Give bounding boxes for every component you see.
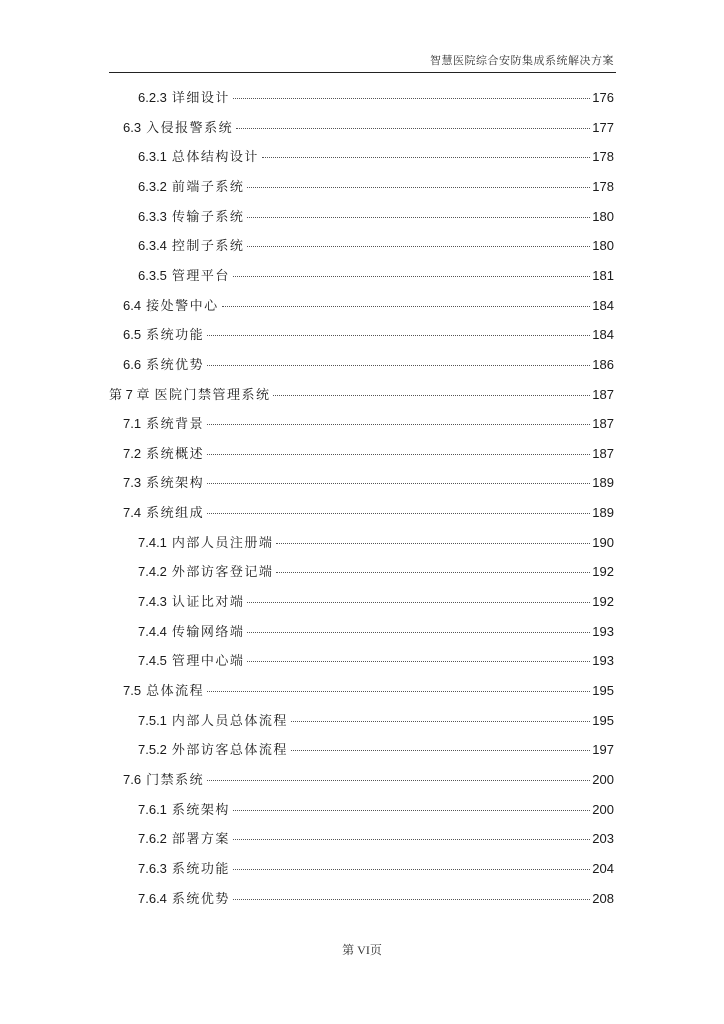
toc-dot-leader <box>222 306 591 307</box>
toc-entry-number: 7.6 <box>123 771 142 787</box>
toc-entry-number: 7.1 <box>123 416 142 432</box>
toc-entry-page: 180 <box>592 238 614 254</box>
toc-entry-page: 208 <box>592 890 614 906</box>
toc-dot-leader <box>207 691 590 692</box>
toc-entry-page: 178 <box>592 149 614 165</box>
toc-entry-title: 系统优势 <box>146 356 205 372</box>
toc-entry-number: 7.6.1 <box>138 801 167 817</box>
toc-entry[interactable] <box>138 622 614 642</box>
header-divider <box>109 72 616 73</box>
toc-entry[interactable] <box>138 562 614 582</box>
toc-entry[interactable] <box>138 207 614 227</box>
toc-entry[interactable] <box>138 800 614 820</box>
toc-entry[interactable] <box>123 414 614 434</box>
toc-entry-title: 内部人员注册端 <box>171 534 274 550</box>
toc-entry-title: 系统优势 <box>171 890 230 906</box>
document-header-title: 智慧医院综合安防集成系统解决方案 <box>430 55 614 67</box>
toc-entry[interactable] <box>138 711 614 731</box>
toc-entry[interactable] <box>123 503 614 523</box>
toc-entry-title: 内部人员总体流程 <box>171 712 288 728</box>
toc-dot-leader <box>233 869 590 870</box>
toc-entry-page: 190 <box>592 534 614 550</box>
toc-entry[interactable] <box>138 651 614 671</box>
toc-entry[interactable] <box>138 889 614 909</box>
toc-entry-title: 系统功能 <box>171 860 230 876</box>
toc-dot-leader <box>247 187 590 188</box>
toc-entry-title: 认证比对端 <box>171 594 245 610</box>
toc-entry-number: 第 7 章 <box>109 386 150 402</box>
toc-entry-number: 6.3.3 <box>138 208 167 224</box>
toc-entry-page: 203 <box>592 831 614 847</box>
toc-entry-title: 传输子系统 <box>171 208 245 224</box>
toc-entry-title: 系统组成 <box>146 505 205 521</box>
toc-entry-number: 7.4.1 <box>138 534 167 550</box>
toc-entry-number: 6.6 <box>123 356 142 372</box>
toc-entry-title: 系统架构 <box>146 475 205 491</box>
toc-entry-title: 入侵报警系统 <box>146 119 234 135</box>
toc-dot-leader <box>233 839 590 840</box>
toc-entry-number: 7.5.2 <box>138 742 167 758</box>
toc-entry-title: 管理平台 <box>171 267 230 283</box>
toc-entry-title: 门禁系统 <box>146 771 205 787</box>
toc-entry-number: 6.3.5 <box>138 267 167 283</box>
toc-entry[interactable] <box>138 236 614 256</box>
toc-dot-leader <box>207 454 590 455</box>
toc-dot-leader <box>291 750 590 751</box>
toc-dot-leader <box>291 721 590 722</box>
toc-entry[interactable] <box>123 355 614 375</box>
toc-entry[interactable] <box>138 829 614 849</box>
toc-dot-leader <box>247 602 590 603</box>
toc-entry-page: 187 <box>592 445 614 461</box>
toc-dot-leader <box>247 661 590 662</box>
toc-entry-number: 7.5 <box>123 683 142 698</box>
toc-dot-leader <box>233 98 590 99</box>
toc-entry-title: 系统架构 <box>171 801 230 817</box>
toc-entry-page: 195 <box>592 683 614 698</box>
page-number-footer: 第 VI页 <box>342 943 382 957</box>
toc-entry-title: 详细设计 <box>171 90 230 105</box>
toc-entry[interactable] <box>138 592 614 612</box>
toc-entry[interactable] <box>123 444 614 464</box>
toc-entry[interactable] <box>109 385 614 405</box>
toc-entry-page: 200 <box>592 771 614 787</box>
toc-dot-leader <box>247 246 590 247</box>
toc-entry-title: 接处警中心 <box>146 297 219 313</box>
toc-entry-title: 系统功能 <box>146 327 205 343</box>
toc-dot-leader <box>207 365 590 366</box>
toc-entry-page: 189 <box>592 475 614 491</box>
toc-entry-title: 外部访客登记端 <box>171 564 274 580</box>
toc-entry-page: 193 <box>592 623 614 639</box>
toc-dot-leader <box>207 335 590 336</box>
toc-entry-page: 176 <box>592 90 614 105</box>
toc-entry[interactable] <box>138 147 614 167</box>
toc-entry-page: 184 <box>592 297 614 313</box>
toc-dot-leader <box>276 572 590 573</box>
toc-entry-page: 192 <box>592 594 614 610</box>
toc-entry-number: 6.4 <box>123 297 142 313</box>
toc-entry-page: 187 <box>592 416 614 432</box>
toc-entry-title: 总体结构设计 <box>171 149 259 165</box>
toc-dot-leader <box>207 513 590 514</box>
toc-entry-title: 传输网络端 <box>171 623 245 639</box>
toc-dot-leader <box>247 217 590 218</box>
toc-entry-number: 7.4.5 <box>138 653 167 669</box>
toc-entry-title: 系统概述 <box>146 445 205 461</box>
toc-entry[interactable] <box>138 177 614 197</box>
toc-entry-number: 7.6.4 <box>138 890 167 906</box>
toc-entry[interactable] <box>138 859 614 879</box>
toc-entry[interactable] <box>138 88 614 108</box>
toc-dot-leader <box>262 157 590 158</box>
toc-entry-number: 6.3 <box>123 119 142 135</box>
toc-entry[interactable] <box>123 325 614 345</box>
toc-entry-number: 6.3.2 <box>138 178 167 194</box>
toc-entry-page: 177 <box>592 119 614 135</box>
toc-entry-title: 总体流程 <box>146 683 205 698</box>
toc-entry-title: 管理中心端 <box>171 653 245 669</box>
toc-entry-title: 外部访客总体流程 <box>171 742 288 758</box>
toc-entry-page: 197 <box>592 742 614 758</box>
toc-entry-number: 7.4.4 <box>138 623 167 639</box>
toc-entry-number: 7.4.2 <box>138 564 167 580</box>
toc-entry-page: 181 <box>592 267 614 283</box>
toc-dot-leader <box>233 899 590 900</box>
toc-entry-page: 186 <box>592 356 614 372</box>
toc-dot-leader <box>207 780 590 781</box>
toc-dot-leader <box>236 128 590 129</box>
toc-entry-number: 7.2 <box>123 445 142 461</box>
toc-entry-page: 187 <box>592 386 614 402</box>
toc-entry[interactable] <box>123 296 614 316</box>
toc-entry-page: 204 <box>592 860 614 876</box>
toc-entry-number: 7.6.3 <box>138 860 167 876</box>
toc-entry-title: 前端子系统 <box>171 178 245 194</box>
toc-entry[interactable] <box>123 681 614 701</box>
toc-entry[interactable] <box>138 533 614 553</box>
toc-entry-title: 系统背景 <box>146 416 205 432</box>
toc-dot-leader <box>276 543 590 544</box>
toc-entry-number: 6.3.4 <box>138 238 167 254</box>
toc-entry-number: 6.3.1 <box>138 149 167 165</box>
toc-entry[interactable] <box>123 118 614 138</box>
toc-entry-page: 195 <box>592 712 614 728</box>
toc-entry[interactable] <box>123 473 614 493</box>
toc-entry-number: 7.4.3 <box>138 594 167 610</box>
toc-entry[interactable] <box>138 266 614 286</box>
toc-entry-title: 控制子系统 <box>171 238 245 254</box>
toc-entry-number: 7.4 <box>123 505 142 521</box>
toc-entry-page: 192 <box>592 564 614 580</box>
toc-dot-leader <box>247 632 590 633</box>
toc-dot-leader <box>207 483 590 484</box>
toc-dot-leader <box>207 424 590 425</box>
toc-entry-page: 178 <box>592 178 614 194</box>
toc-entry-title: 部署方案 <box>171 831 230 847</box>
toc-entry-number: 7.3 <box>123 475 142 491</box>
toc-entry-number: 6.5 <box>123 327 142 343</box>
toc-entry[interactable] <box>123 770 614 790</box>
toc-entry-page: 184 <box>592 327 614 343</box>
toc-dot-leader <box>233 276 590 277</box>
toc-dot-leader <box>233 810 590 811</box>
toc-entry-number: 7.6.2 <box>138 831 167 847</box>
toc-entry-page: 200 <box>592 801 614 817</box>
toc-entry-page: 180 <box>592 208 614 224</box>
toc-entry-number: 6.2.3 <box>138 90 167 105</box>
toc-dot-leader <box>273 395 590 396</box>
toc-entry-number: 7.5.1 <box>138 712 167 728</box>
toc-entry[interactable] <box>138 740 614 760</box>
toc-entry-page: 193 <box>592 653 614 669</box>
toc-entry-page: 189 <box>592 505 614 521</box>
toc-entry-title: 医院门禁管理系统 <box>154 386 271 402</box>
